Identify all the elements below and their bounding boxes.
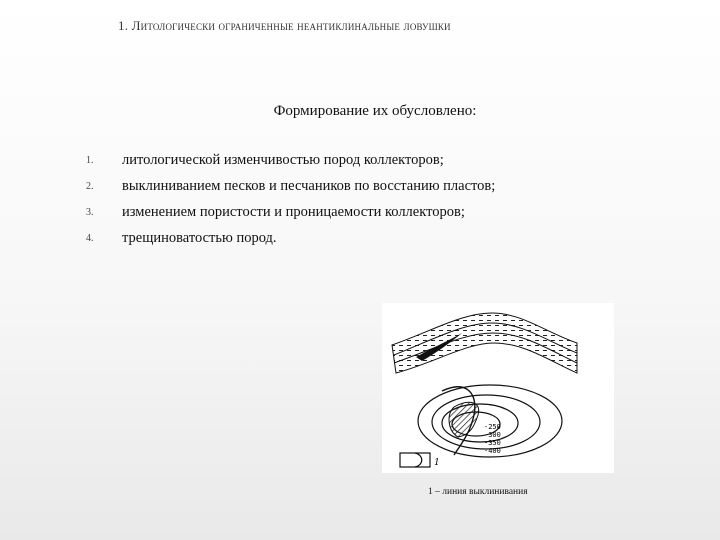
list-item-text: изменением пористости и проницаемости коллекторов; (122, 204, 465, 220)
legend (400, 453, 440, 468)
slide-subtitle: Формирование их обусловлено: (273, 103, 477, 119)
trap-figure (382, 303, 614, 473)
contour-label: -400 (484, 447, 501, 455)
list-item-number: 4. (86, 233, 94, 244)
trap-diagram (382, 303, 614, 473)
list-item-number: 1. (86, 155, 94, 166)
contour-label: -250 (484, 423, 501, 431)
contour-label: -300 (484, 431, 501, 439)
list-item-text: литологической изменчивостью пород коллекторов; (122, 152, 444, 168)
list-item-text: трещиноватостью пород. (122, 230, 277, 246)
slide-title: 1. Литологически ограниченные неантиклинальные ловушки (118, 18, 451, 33)
cross-section (392, 313, 577, 373)
contour-map (418, 385, 562, 457)
list-item-number: 2. (86, 181, 94, 192)
list-item-number: 3. (86, 207, 94, 218)
list-item-text: выклиниванием песков и песчаников по восстанию пластов; (122, 178, 496, 194)
contour-label: -350 (484, 439, 501, 447)
legend-number: 1 (434, 458, 440, 468)
figure-caption: 1 – линия выклинивания (428, 487, 528, 497)
